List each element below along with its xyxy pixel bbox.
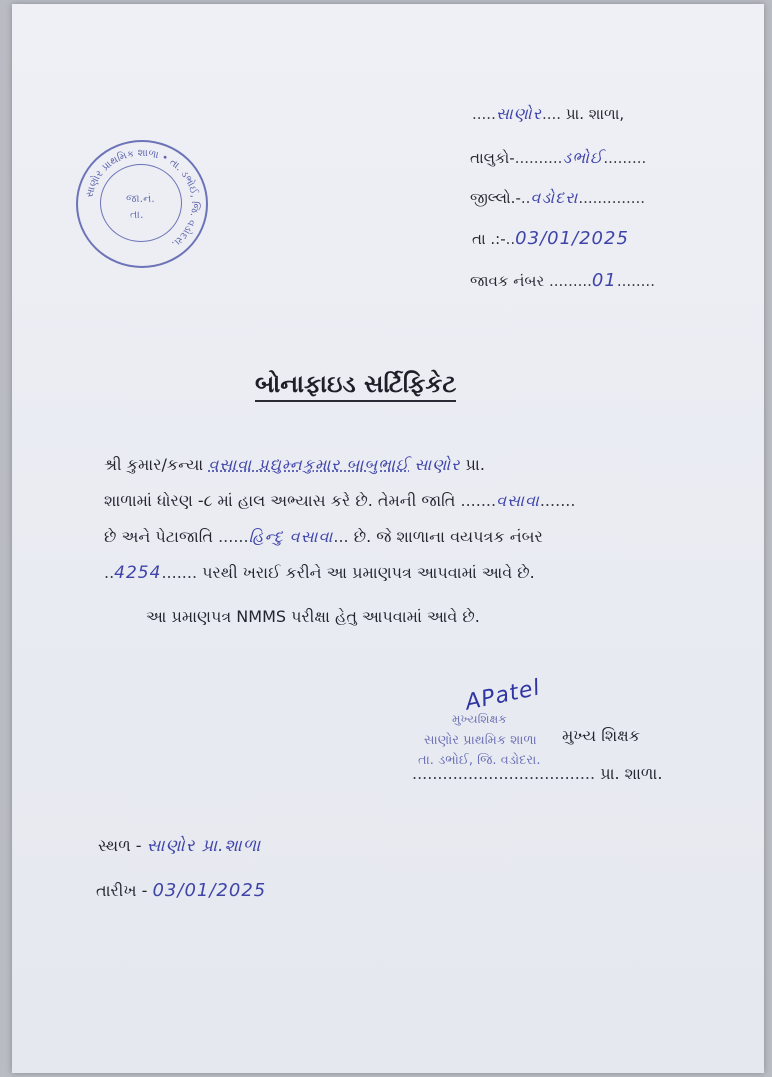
signature-school-suffix: પ્રા. શાળા. (600, 764, 663, 783)
certificate-title: બોનાફાઇડ સર્ટિફિકેટ (255, 370, 456, 402)
header-taluka-line: તાલુકો-..........ડભોઈ......... (470, 148, 647, 167)
body-l1-prefix: શ્રી કુમાર/કન્યા (104, 455, 204, 474)
place-label: સ્થળ - (98, 836, 142, 855)
taluka-label: તાલુકો- (470, 149, 515, 167)
outward-label: જાવક નંબર (470, 272, 545, 290)
stamp-line-1: મુખ્યશિક્ષક (452, 712, 507, 726)
body-line-1 (104, 455, 485, 475)
seal-inner-line1: જા.નં. (126, 192, 155, 205)
outward-value: 01 (591, 270, 617, 291)
body-l1-school: સાણોર (414, 455, 461, 474)
svg-text:સાણોર પ્રાથમિક શાળા • તા. ડભોઈ: સાણોર પ્રાથમિક શાળા • તા. ડભોઈ, જિ. વડોદરા. (84, 147, 201, 250)
header-district-line: જીલ્લો.-..વડોદરા.............. (470, 188, 646, 207)
signature-school-line: .................................... પ્રા. શાળા. (412, 764, 663, 783)
seal-inner-line2: તા. (130, 208, 144, 221)
principal-role: મુખ્ય શિક્ષક (562, 726, 641, 745)
footer-date-value: 03/01/2025 (152, 880, 267, 901)
body-line-3: છે અને પેટાજાતિ ......હિન્દુ વસાવા... છે. જે શાળાના વયપત્રક નંબર (104, 527, 543, 546)
header-school-line: .....સાણોર.... પ્રા. શાળા, (472, 104, 625, 123)
district-label: જીલ્લો.- (470, 189, 521, 207)
taluka-value: ડભોઈ (562, 148, 604, 167)
body-l3-suffix: છે. જે શાળાના વયપત્રક નંબર (353, 527, 543, 546)
header-school-suffix: પ્રા. શાળા, (565, 105, 625, 123)
caste-value: વસાવા (496, 491, 540, 510)
place-line (98, 836, 261, 856)
district-value: વડોદરા (530, 188, 579, 207)
stamp-line-3: તા. ડભોઈ, જિ. વડોદરા. (418, 753, 541, 768)
body-line-4: ..4254....... પરથી ખરાઈ કરીને આ પ્રમાણપત્ર આપવામાં આવે છે. (104, 563, 535, 583)
header-outward-line: જાવક નંબર .........01........ (470, 270, 655, 291)
principal-signature: APatel (463, 675, 543, 716)
body-l2-text: શાળામાં ધોરણ -૮ માં હાલ અભ્યાસ કરે છે. તેમની જાતિ (104, 491, 456, 510)
school-seal (76, 140, 208, 268)
footer-date-label: તારીખ - (96, 881, 148, 900)
body-l4-text: પરથી ખરાઈ કરીને આ પ્રમાણપત્ર આપવામાં આવે છે. (202, 563, 535, 582)
header-date-line: તા .:-..03/01/2025 (472, 228, 629, 249)
body-l5-text: આ પ્રમાણપત્ર NMMS પરીક્ષા હેતુ આપવામાં આવે છે. (146, 607, 480, 626)
register-number: 4254 (114, 563, 162, 583)
header-date-value: 03/01/2025 (515, 228, 629, 249)
student-name: વસાવા પ્રદ્યુમ્નકુમાર બાબુભાઈ (208, 455, 410, 474)
body-line-5 (146, 607, 480, 627)
body-l1-suffix: પ્રા. (465, 455, 485, 474)
place-value: સાણોર પ્રા.શાળા (146, 836, 262, 856)
body-line-2: શાળામાં ધોરણ -૮ માં હાલ અભ્યાસ કરે છે. તેમની જાતિ .......વસાવા....... (104, 491, 576, 510)
header-date-label: તા .:- (472, 230, 506, 248)
stamp-line-2: સાણોર પ્રાથમિક શાળા (424, 733, 537, 748)
body-l3-prefix: છે અને પેટાજાતિ (104, 527, 213, 546)
footer-date-line (96, 880, 266, 901)
header-school-name: સાણોર (495, 104, 542, 123)
subcaste-value: હિન્દુ વસાવા (248, 527, 334, 546)
